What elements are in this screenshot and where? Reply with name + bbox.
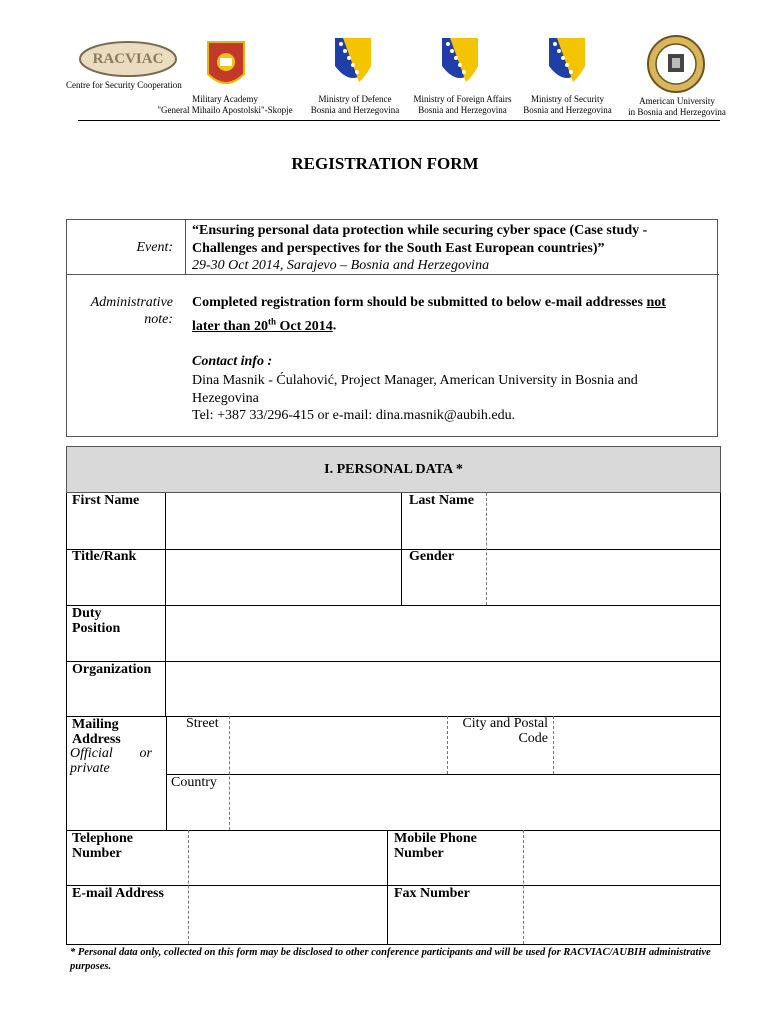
event-divider: [185, 220, 186, 275]
first-name-field[interactable]: [167, 495, 400, 548]
country-label: Country: [171, 775, 217, 790]
country-field[interactable]: [231, 776, 719, 829]
duty-position-field[interactable]: [167, 607, 719, 660]
col-line: [523, 830, 524, 944]
telephone-field[interactable]: [190, 832, 386, 884]
logo-caption-aubih: American University in Bosnia and Herzegovina: [628, 96, 726, 117]
col-line: [553, 716, 554, 774]
organization-label: Organization: [72, 662, 152, 677]
col-line: [401, 493, 402, 605]
personal-data-heading: I. PERSONAL DATA *: [66, 446, 721, 493]
racviac-logo-icon: [78, 40, 178, 78]
logo-caption-mos: Ministry of Security Bosnia and Herzegovina: [523, 94, 612, 115]
contact-heading: Contact info :: [192, 354, 273, 369]
header-divider: [78, 120, 720, 121]
bih-coat-of-arms-icon: [440, 36, 480, 90]
organization-field[interactable]: [167, 663, 719, 715]
last-name-field[interactable]: [488, 495, 719, 548]
contact-person: Dina Masnik - Ćulahović, Project Manager, American University in Bosnia and Hezegovina: [192, 373, 638, 406]
first-name-label: First Name: [72, 493, 140, 508]
telephone-label: Telephone Number: [72, 831, 133, 861]
col-line: [165, 605, 166, 716]
admin-note: Completed registration form should be submitted to below e-mail addresses not later than 20th Oct 2014.: [192, 295, 666, 334]
col-line: [229, 716, 230, 830]
svg-text:RACVIAC: RACVIAC: [92, 51, 164, 67]
street-field[interactable]: [231, 718, 446, 773]
logo-caption-racviac: Centre for Security Cooperation: [66, 80, 182, 90]
col-line: [165, 493, 166, 605]
gender-field[interactable]: [488, 551, 719, 604]
title-rank-label: Title/Rank: [72, 549, 137, 564]
fax-label: Fax Number: [394, 886, 470, 901]
col-line: [447, 716, 448, 774]
row-line: [66, 716, 721, 717]
col-line: [486, 493, 487, 605]
gender-label: Gender: [409, 549, 455, 564]
mobile-phone-label: Mobile Phone Number: [394, 831, 477, 861]
event-title: “Ensuring personal data protection while securing cyber space (Case study - Challenges and perspectives for the South East European countries)”: [192, 223, 648, 256]
logo-caption-mofa: Ministry of Foreign Affairs Bosnia and Herzegovina: [413, 94, 512, 115]
event-label: Event:: [136, 240, 173, 255]
logo-caption-mod: Ministry of Defence Bosnia and Herzegovina: [310, 94, 400, 115]
aubih-seal-icon: [646, 34, 706, 94]
city-postal-label: City and Postal Code: [462, 716, 548, 746]
event-date-place: 29-30 Oct 2014, Sarajevo – Bosnia and Herzegovina: [192, 258, 490, 273]
footnote: * Personal data only, collected on this form may be disclosed to other conference participants and will be used for RACVIAC/AUBIH administrative purposes.: [70, 947, 711, 972]
fax-field[interactable]: [525, 887, 719, 943]
row-line: [166, 774, 721, 775]
event-info-box: [66, 219, 718, 437]
row-line: [66, 944, 721, 945]
page-title: REGISTRATION FORM: [291, 154, 479, 173]
grid-left-border: [66, 493, 67, 945]
contact-tel-email: Tel: +387 33/296-415 or e-mail: dina.masnik@aubih.edu.: [192, 408, 516, 423]
duty-position-label: Duty Position: [72, 606, 121, 636]
bih-coat-of-arms-icon: [547, 36, 587, 90]
col-line: [166, 716, 167, 830]
logo-caption-academy: Military Academy "General Mihailo Apostolski"-Skopje: [157, 94, 293, 115]
col-line: [188, 830, 189, 944]
bih-coat-of-arms-icon: [333, 36, 373, 90]
grid-right-border: [720, 493, 721, 945]
mobile-phone-field[interactable]: [525, 832, 719, 884]
city-postal-field[interactable]: [555, 718, 719, 773]
military-academy-crest-icon: [206, 40, 246, 92]
email-field[interactable]: [190, 887, 386, 943]
mailing-address-label: Mailing Address: [72, 717, 121, 747]
last-name-label: Last Name: [409, 493, 474, 508]
col-line: [387, 830, 388, 944]
admin-label: Administrative note:: [90, 295, 173, 327]
mailing-address-note: Official or private: [70, 746, 152, 776]
street-label: Street: [186, 716, 219, 731]
title-rank-field[interactable]: [167, 551, 400, 604]
email-label: E-mail Address: [72, 886, 164, 901]
